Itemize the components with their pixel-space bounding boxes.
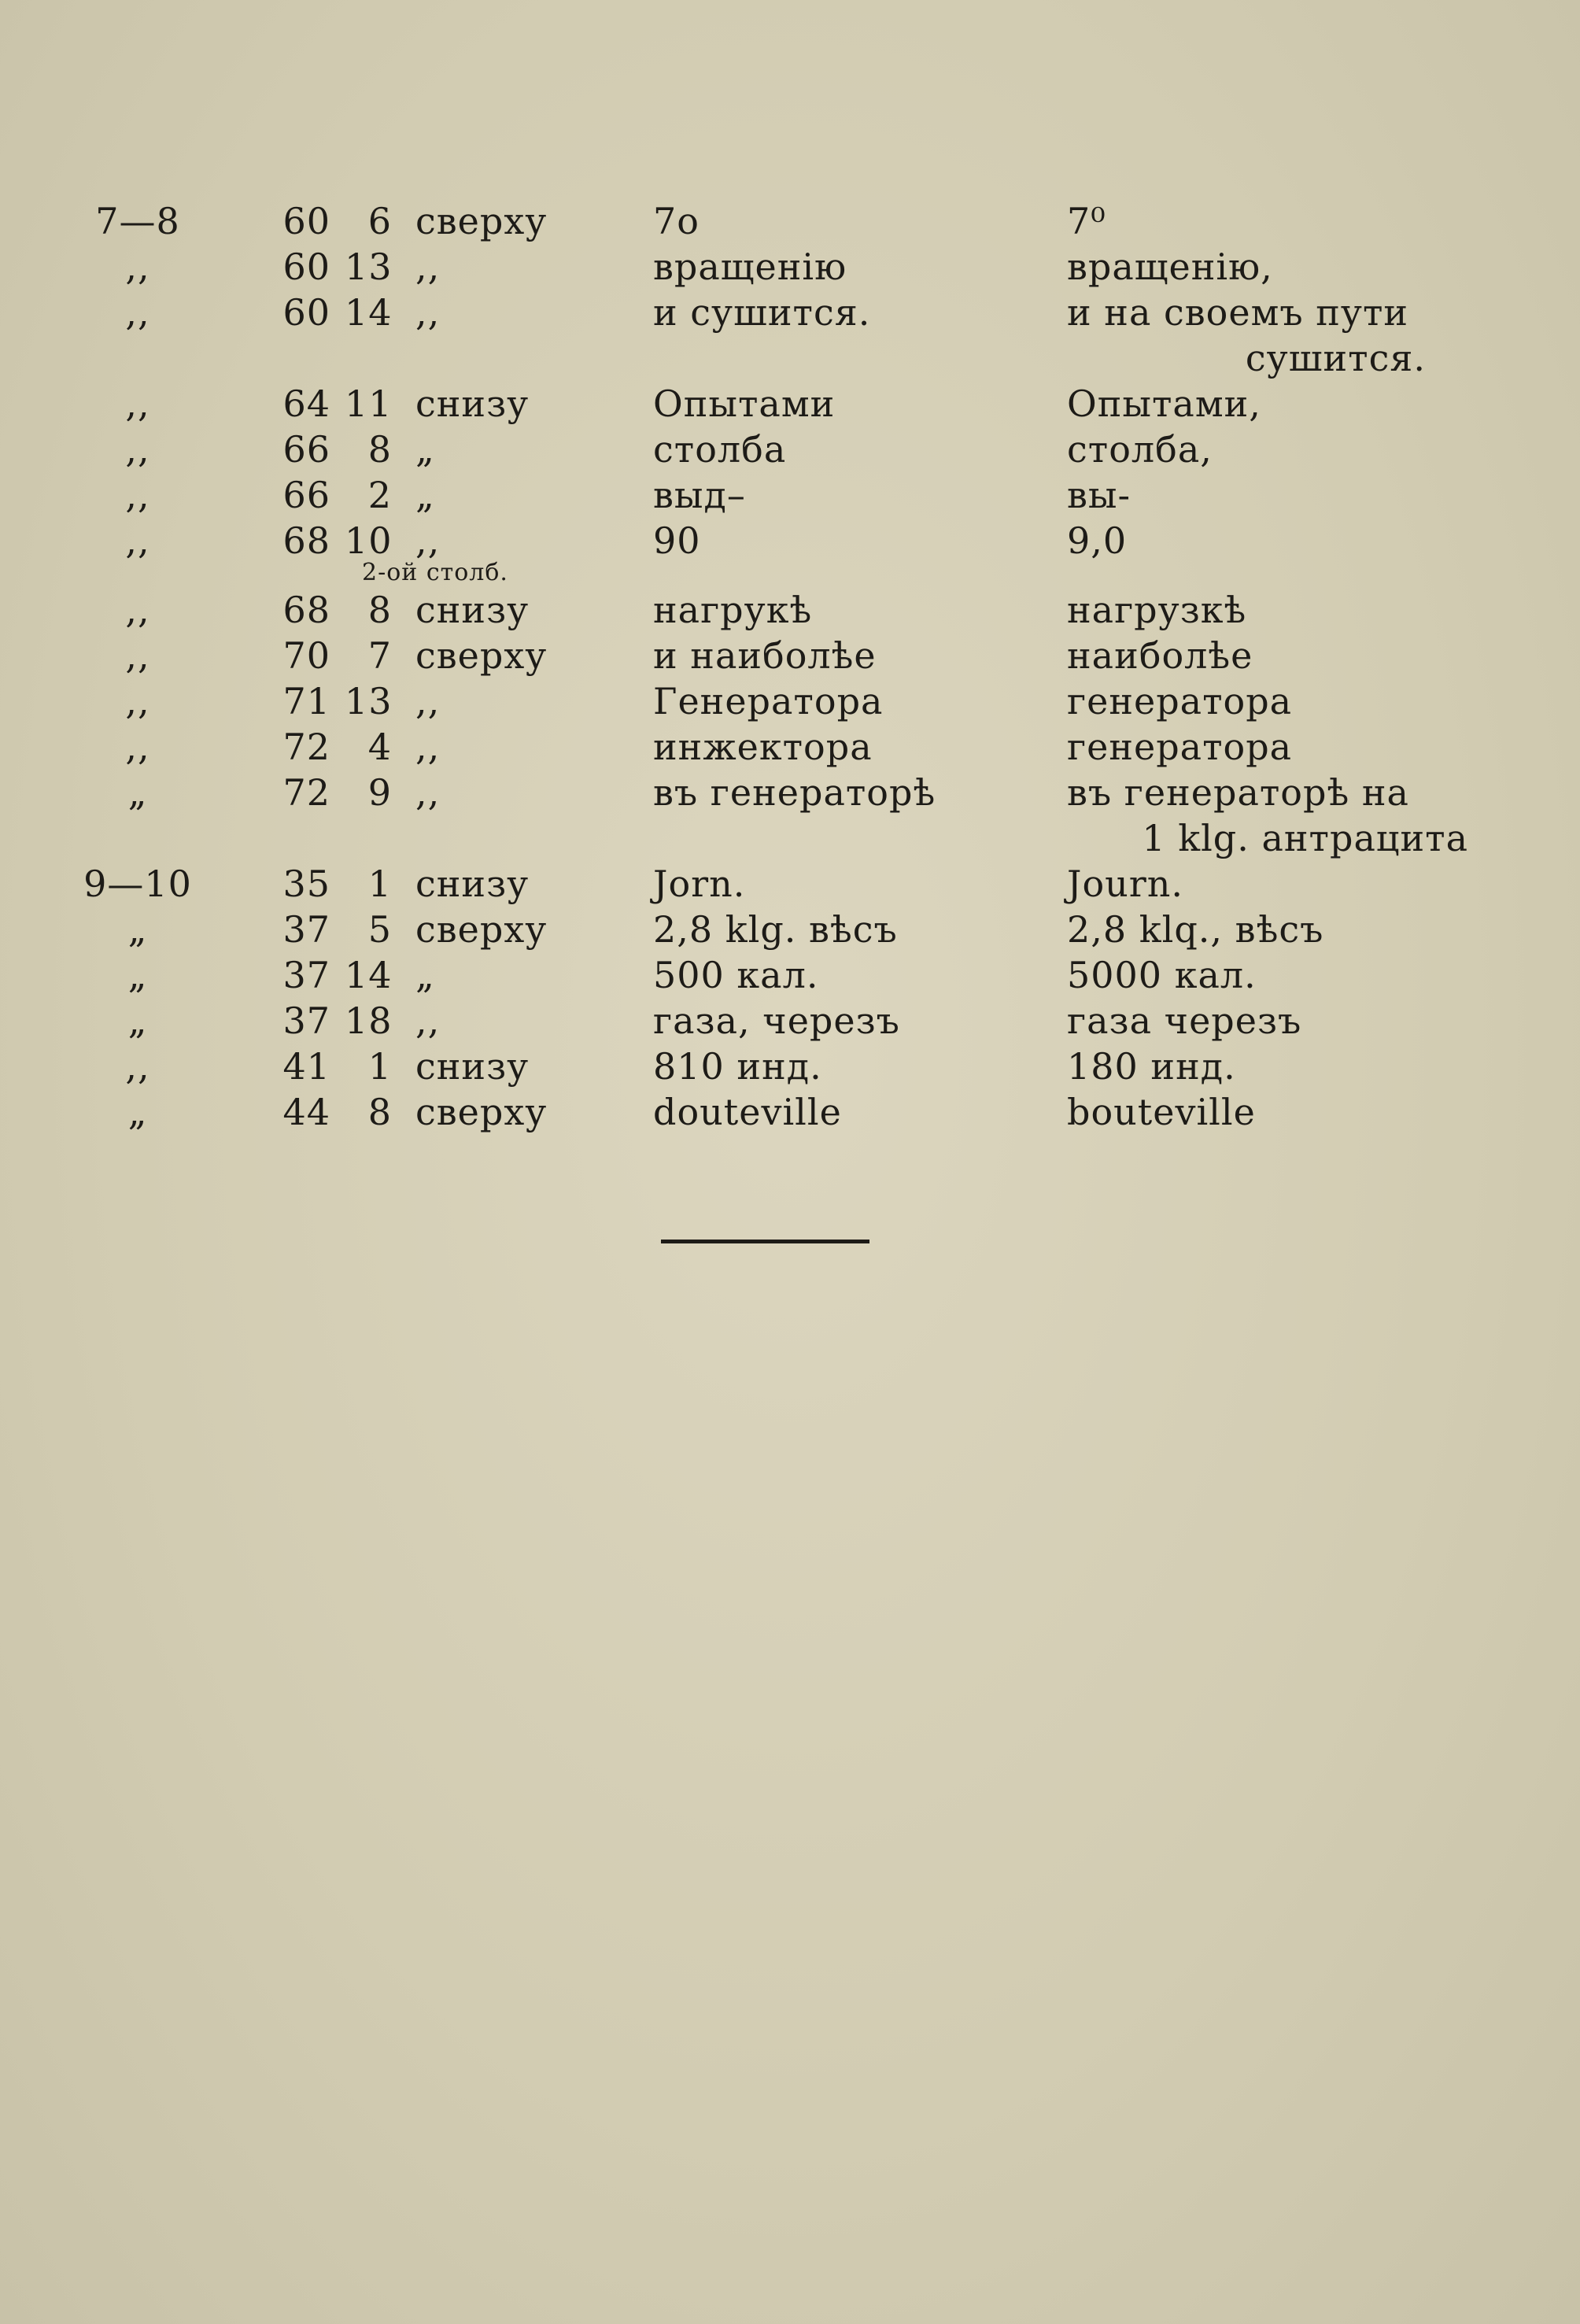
line-cell: 18	[345, 999, 393, 1042]
correction-cell: газа черезъ	[1067, 999, 1302, 1042]
printed-text-cell: столба	[653, 428, 787, 471]
page-cell: 66	[282, 474, 330, 516]
page-cell: 68	[282, 589, 330, 631]
errata-row	[0, 633, 1580, 678]
sheet-cell: „	[127, 771, 148, 814]
line-cell: 11	[345, 382, 393, 425]
sheet-cell: 7—8	[95, 200, 180, 242]
errata-row	[0, 770, 1580, 815]
errata-subnote-row	[0, 559, 1580, 587]
printed-text-cell: douteville	[653, 1091, 842, 1133]
errata-row	[0, 724, 1580, 770]
sheet-cell: ,,	[125, 474, 150, 516]
errata-row	[0, 678, 1580, 724]
page-cell: 64	[282, 382, 330, 425]
errata-row	[0, 427, 1580, 472]
printed-text-cell: инжектора	[653, 726, 873, 768]
errata-row	[0, 472, 1580, 518]
printed-text-cell: нагрукѣ	[653, 589, 813, 631]
direction-cell: „	[415, 954, 435, 996]
errata-table	[0, 198, 1580, 1135]
line-cell: 1	[367, 863, 392, 905]
correction-cell: генератора	[1067, 726, 1293, 768]
page-cell: 72	[282, 726, 330, 768]
sheet-cell: „	[127, 954, 148, 996]
printed-text-cell: газа, черезъ	[653, 999, 900, 1042]
direction-cell: снизу	[415, 863, 530, 905]
direction-cell: ,,	[415, 726, 441, 768]
correction-continuation: сушится.	[1245, 337, 1426, 379]
direction-cell: ,,	[415, 771, 441, 814]
correction-cell: вы-	[1067, 474, 1131, 516]
direction-cell: сверху	[415, 908, 548, 951]
sheet-cell: ,,	[125, 726, 150, 768]
correction-cell: Journ.	[1067, 863, 1183, 905]
errata-row	[0, 244, 1580, 290]
errata-row	[0, 518, 1580, 563]
errata-row	[0, 198, 1580, 244]
line-cell: 7	[367, 634, 392, 677]
sheet-cell: ,,	[125, 382, 150, 425]
page-cell: 60	[282, 200, 330, 242]
errata-row	[0, 998, 1580, 1044]
page-cell: 60	[282, 291, 330, 334]
correction-cell: нагрузкѣ	[1067, 589, 1247, 631]
direction-cell: ,,	[415, 246, 441, 288]
sheet-cell: 9—10	[83, 863, 192, 905]
sheet-cell: „	[127, 908, 148, 951]
page-cell: 37	[282, 908, 330, 951]
correction-cell: столба,	[1067, 428, 1213, 471]
sheet-cell: ,,	[125, 519, 150, 562]
errata-row	[0, 290, 1580, 335]
end-rule	[661, 1240, 869, 1243]
printed-text-cell: вращенію	[653, 246, 847, 288]
line-cell: 14	[345, 291, 393, 334]
sheet-cell: ,,	[125, 1045, 150, 1088]
printed-text-cell: Jorn.	[653, 863, 746, 905]
page-cell: 71	[282, 680, 330, 722]
printed-text-cell: 7о	[653, 200, 700, 242]
printed-text-cell: въ генераторѣ	[653, 771, 936, 814]
sheet-cell: „	[127, 1091, 148, 1133]
line-cell: 2	[367, 474, 392, 516]
page-cell: 68	[282, 519, 330, 562]
errata-row	[0, 952, 1580, 998]
direction-cell: сверху	[415, 200, 548, 242]
direction-cell: снизу	[415, 589, 530, 631]
printed-text-cell: 2,8 klg. вѣсъ	[653, 908, 898, 951]
errata-continuation-row	[0, 335, 1580, 381]
correction-cell: 5000 кал.	[1067, 954, 1257, 996]
correction-cell: въ генераторѣ на	[1067, 771, 1409, 814]
page-cell: 72	[282, 771, 330, 814]
errata-row	[0, 907, 1580, 952]
sheet-cell: ,,	[125, 634, 150, 677]
correction-cell: 2,8 klq., вѣсъ	[1067, 908, 1324, 951]
errata-continuation-row	[0, 815, 1580, 861]
errata-row	[0, 1089, 1580, 1135]
direction-cell: сверху	[415, 634, 548, 677]
printed-text-cell: и наиболѣе	[653, 634, 877, 677]
correction-cell: наиболѣе	[1067, 634, 1253, 677]
line-cell: 1	[367, 1045, 392, 1088]
line-cell: 5	[367, 908, 392, 951]
printed-text-cell: 500 кал.	[653, 954, 819, 996]
page-cell: 66	[282, 428, 330, 471]
printed-text-cell: выд–	[653, 474, 746, 516]
page-cell: 35	[282, 863, 330, 905]
line-cell: 6	[367, 200, 392, 242]
sheet-cell: ,,	[125, 246, 150, 288]
correction-cell: 180 инд.	[1067, 1045, 1236, 1088]
sheet-cell: ,,	[125, 680, 150, 722]
direction-cell: ,,	[415, 999, 441, 1042]
errata-row	[0, 861, 1580, 907]
printed-text-cell: 90	[653, 519, 701, 562]
direction-cell: снизу	[415, 382, 530, 425]
page-cell: 37	[282, 999, 330, 1042]
sheet-cell: ,,	[125, 291, 150, 334]
sheet-cell: ,,	[125, 589, 150, 631]
printed-text-cell: и сушится.	[653, 291, 871, 334]
errata-row	[0, 381, 1580, 427]
direction-cell: ,,	[415, 291, 441, 334]
printed-text-cell: Генератора	[653, 680, 884, 722]
direction-cell: „	[415, 474, 435, 516]
line-cell: 10	[345, 519, 393, 562]
sheet-cell: ,,	[125, 428, 150, 471]
printed-text-cell: Опытами	[653, 382, 836, 425]
direction-cell: ,,	[415, 680, 441, 722]
errata-row	[0, 587, 1580, 633]
direction-cell: снизу	[415, 1045, 530, 1088]
printed-text-cell: 810 инд.	[653, 1045, 822, 1088]
line-cell: 13	[345, 680, 393, 722]
correction-continuation: 1 klg. антрацита	[1142, 817, 1468, 859]
correction-cell: генератора	[1067, 680, 1293, 722]
sheet-cell: „	[127, 999, 148, 1042]
correction-cell: 7⁰	[1067, 200, 1106, 242]
direction-cell: „	[415, 428, 435, 471]
errata-row	[0, 1044, 1580, 1089]
page-cell: 70	[282, 634, 330, 677]
correction-cell: bouteville	[1067, 1091, 1256, 1133]
line-cell: 4	[367, 726, 392, 768]
line-cell: 9	[367, 771, 392, 814]
page-cell: 44	[282, 1091, 330, 1133]
line-cell: 13	[345, 246, 393, 288]
correction-cell: вращенію,	[1067, 246, 1273, 288]
page-cell: 60	[282, 246, 330, 288]
correction-cell: Опытами,	[1067, 382, 1261, 425]
correction-cell: и на своемъ пути	[1067, 291, 1409, 334]
page-cell: 41	[282, 1045, 330, 1088]
correction-cell: 9,0	[1067, 519, 1128, 562]
direction-cell: сверху	[415, 1091, 548, 1133]
line-cell: 14	[345, 954, 393, 996]
page-cell: 37	[282, 954, 330, 996]
direction-cell: ,,	[415, 519, 441, 562]
column-note: 2-ой столб.	[362, 559, 508, 586]
line-cell: 8	[367, 589, 392, 631]
line-cell: 8	[367, 1091, 392, 1133]
line-cell: 8	[367, 428, 392, 471]
